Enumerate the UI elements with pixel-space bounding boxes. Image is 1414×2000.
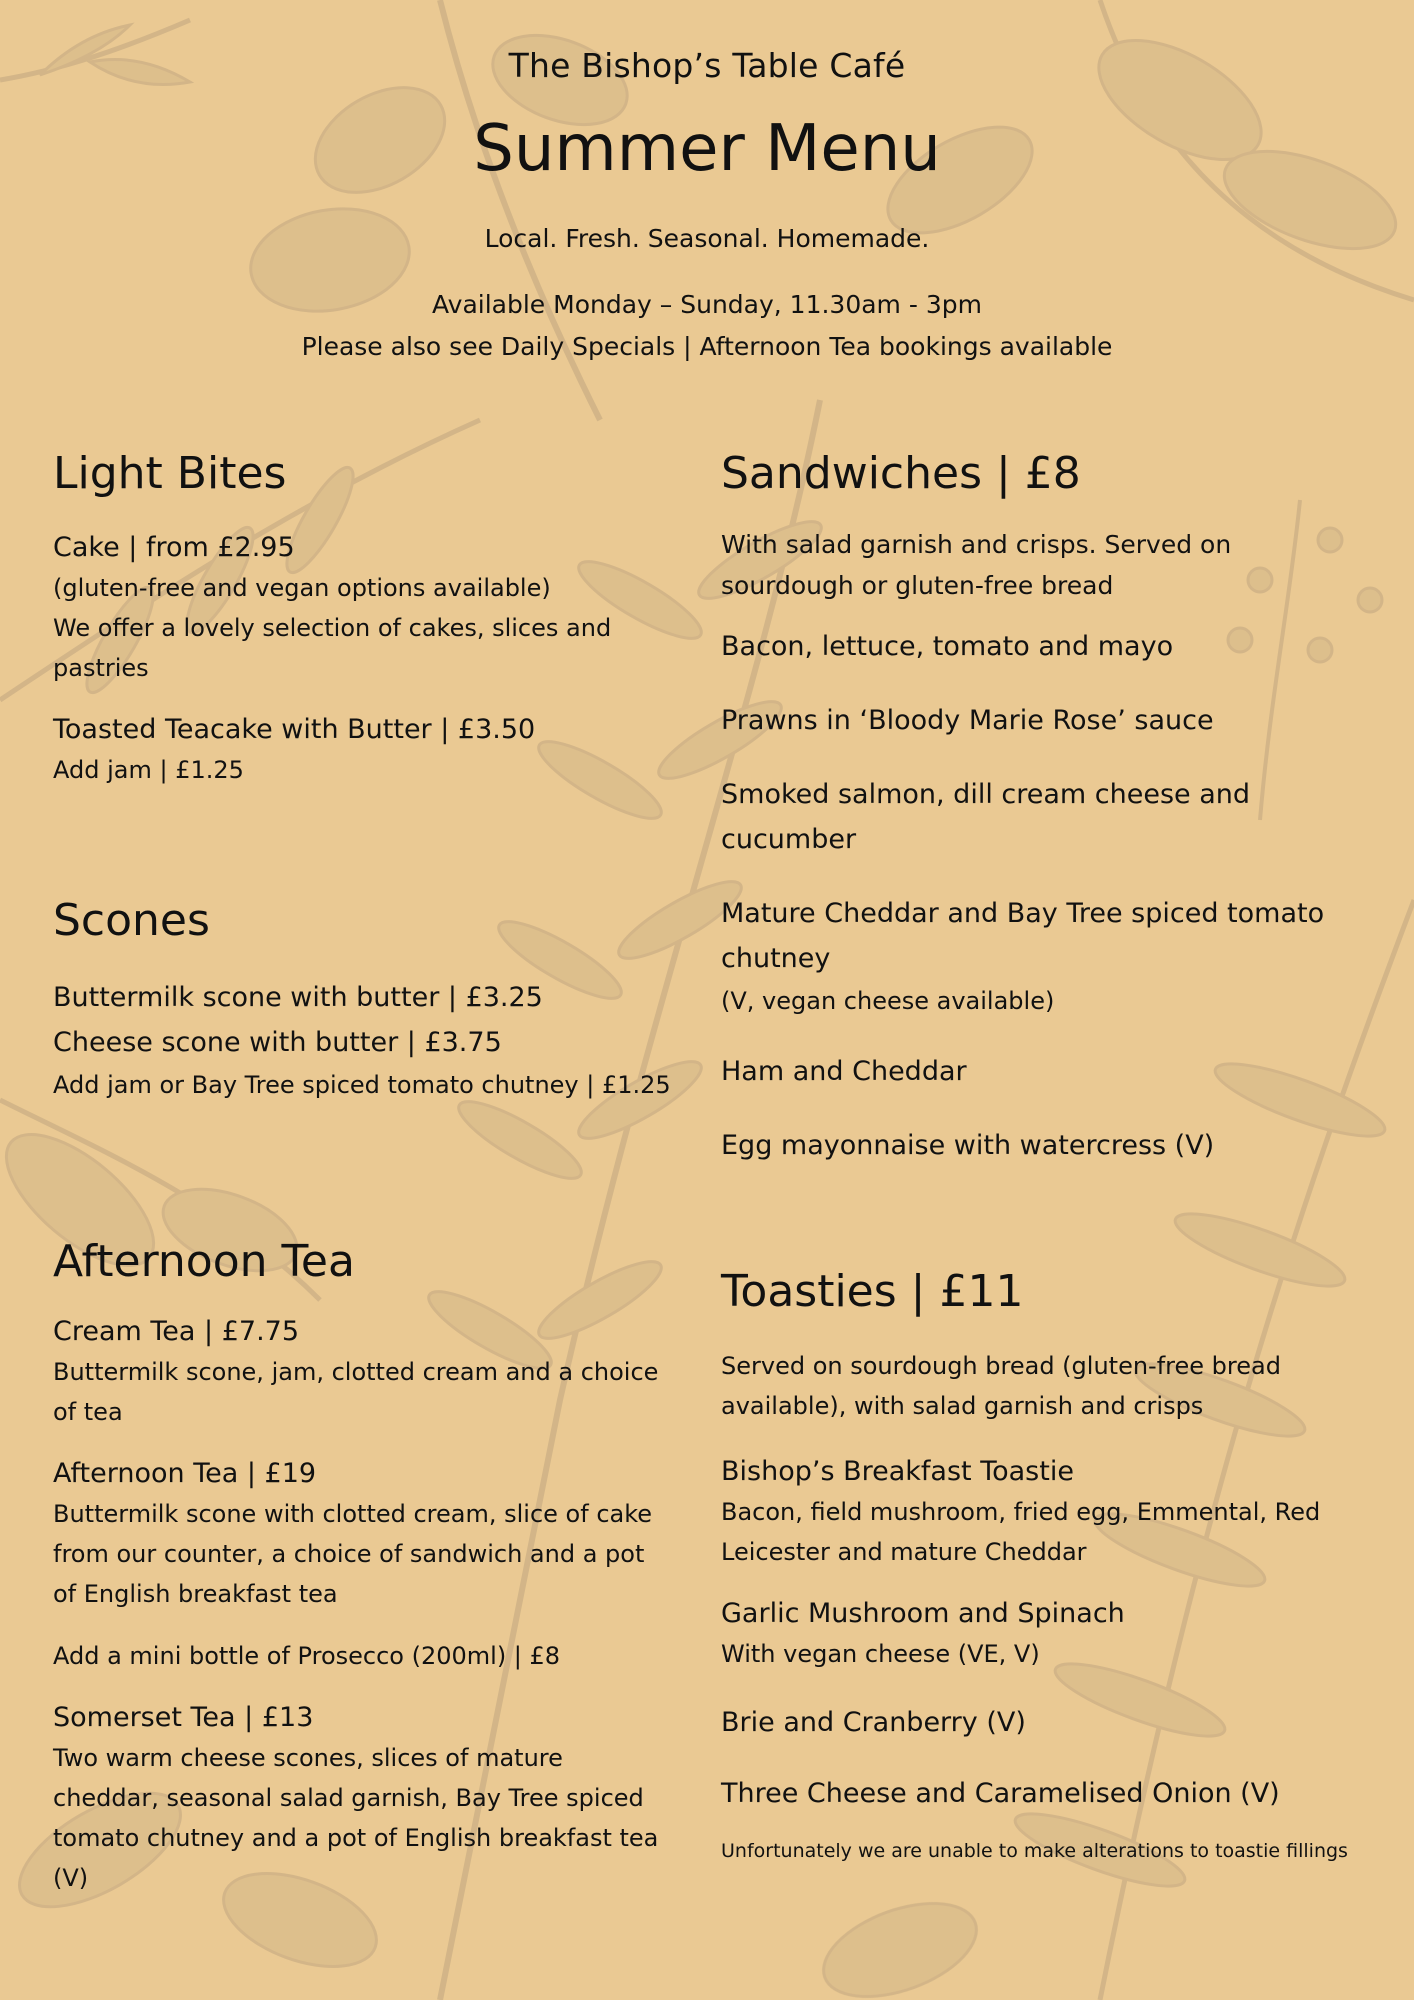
tagline: Local. Fresh. Seasonal. Homemade. [484,224,930,253]
menu-item: Prawns in ‘Bloody Marie Rose’ sauce [721,705,1214,736]
menu-item: Ham and Cheddar [721,1056,967,1087]
menu-item: Mature Cheddar and Bay Tree spiced tomato chutney [721,898,1325,974]
item-addon: Add a mini bottle of Prosecco (200ml) | £8 [53,1642,561,1670]
menu-item: Egg mayonnaise with watercress (V) [721,1130,1215,1161]
menu-item: Smoked salmon, dill cream cheese and cucumber [721,779,1251,855]
item-name: Cream Tea | £7.75 [53,1316,300,1347]
item-description: Bacon, field mushroom, fried egg, Emmental, Red Leicester and mature Cheddar [721,1498,1321,1566]
section-light-bites [53,446,673,812]
item-description: With vegan cheese (VE, V) [721,1640,1040,1668]
header-note: Please also see Daily Specials | Afternoon Tea bookings available [301,332,1113,361]
menu-item: Buttermilk scone with butter | £3.25 [53,982,543,1013]
item-name: Cake | from £2.95 [53,532,295,563]
section-toasties [721,1264,1361,1866]
menu-item: Brie and Cranberry (V) [721,1707,1026,1738]
item-description: Buttermilk scone, jam, clotted cream and a choice of tea [53,1358,659,1426]
menu-item: Three Cheese and Caramelised Onion (V) [721,1778,1280,1809]
section-title: Sandwiches | £8 [721,448,1081,499]
item-note: (gluten-free and vegan options available) [53,574,551,602]
item-name: Somerset Tea | £13 [53,1702,314,1733]
menu-item [53,528,673,688]
menu-item [53,1698,673,1898]
menu-item: Cheese scone with butter | £3.75 [53,1027,502,1058]
section-title: Light Bites [53,448,287,499]
menu-item: Bacon, lettuce, tomato and mayo [721,631,1174,662]
item-name: Afternoon Tea | £19 [53,1458,317,1489]
item-description: We offer a lovely selection of cakes, slices and pastries [53,614,612,682]
opening-hours: Available Monday – Sunday, 11.30am - 3pm [432,290,982,319]
section-afternoon-tea [53,1234,673,1920]
section-scones [53,893,673,1105]
section-title: Afternoon Tea [53,1236,355,1287]
menu-item [53,1312,673,1432]
menu-item [53,710,673,790]
page-title: Summer Menu [473,112,941,186]
toasties-footnote: Unfortunately we are unable to make alterations to toastie fillings [721,1840,1348,1862]
item-note: (V, vegan cheese available) [721,987,1055,1015]
section-title: Toasties | £11 [721,1266,1024,1317]
item-addon: Add jam or Bay Tree spiced tomato chutney | £1.25 [53,1071,671,1099]
item-name: Garlic Mushroom and Spinach [721,1598,1125,1629]
menu-item [721,1594,1361,1674]
menu-item [721,1452,1361,1572]
item-addon: Add jam | £1.25 [53,756,244,784]
menu-item [53,1454,673,1614]
menu-item-addon [53,1636,673,1676]
item-description: Two warm cheese scones, slices of mature cheddar, seasonal salad garnish, Bay Tree spiced tomato chutney and a pot of English breakfast tea (V) [53,1744,659,1892]
item-name: Toasted Teacake with Butter | £3.50 [53,714,536,745]
item-name: Bishop’s Breakfast Toastie [721,1456,1074,1487]
section-intro: With salad garnish and crisps. Served on sourdough or gluten-free bread [721,530,1232,600]
item-description: Buttermilk scone with clotted cream, slice of cake from our counter, a choice of sandwich and a pot of English breakfast tea [53,1500,653,1608]
cafe-name: The Bishop’s Table Café [508,46,906,85]
section-sandwiches [721,446,1361,1197]
section-intro: Served on sourdough bread (gluten-free bread available), with salad garnish and crisps [721,1352,1281,1420]
section-title: Scones [53,895,210,946]
